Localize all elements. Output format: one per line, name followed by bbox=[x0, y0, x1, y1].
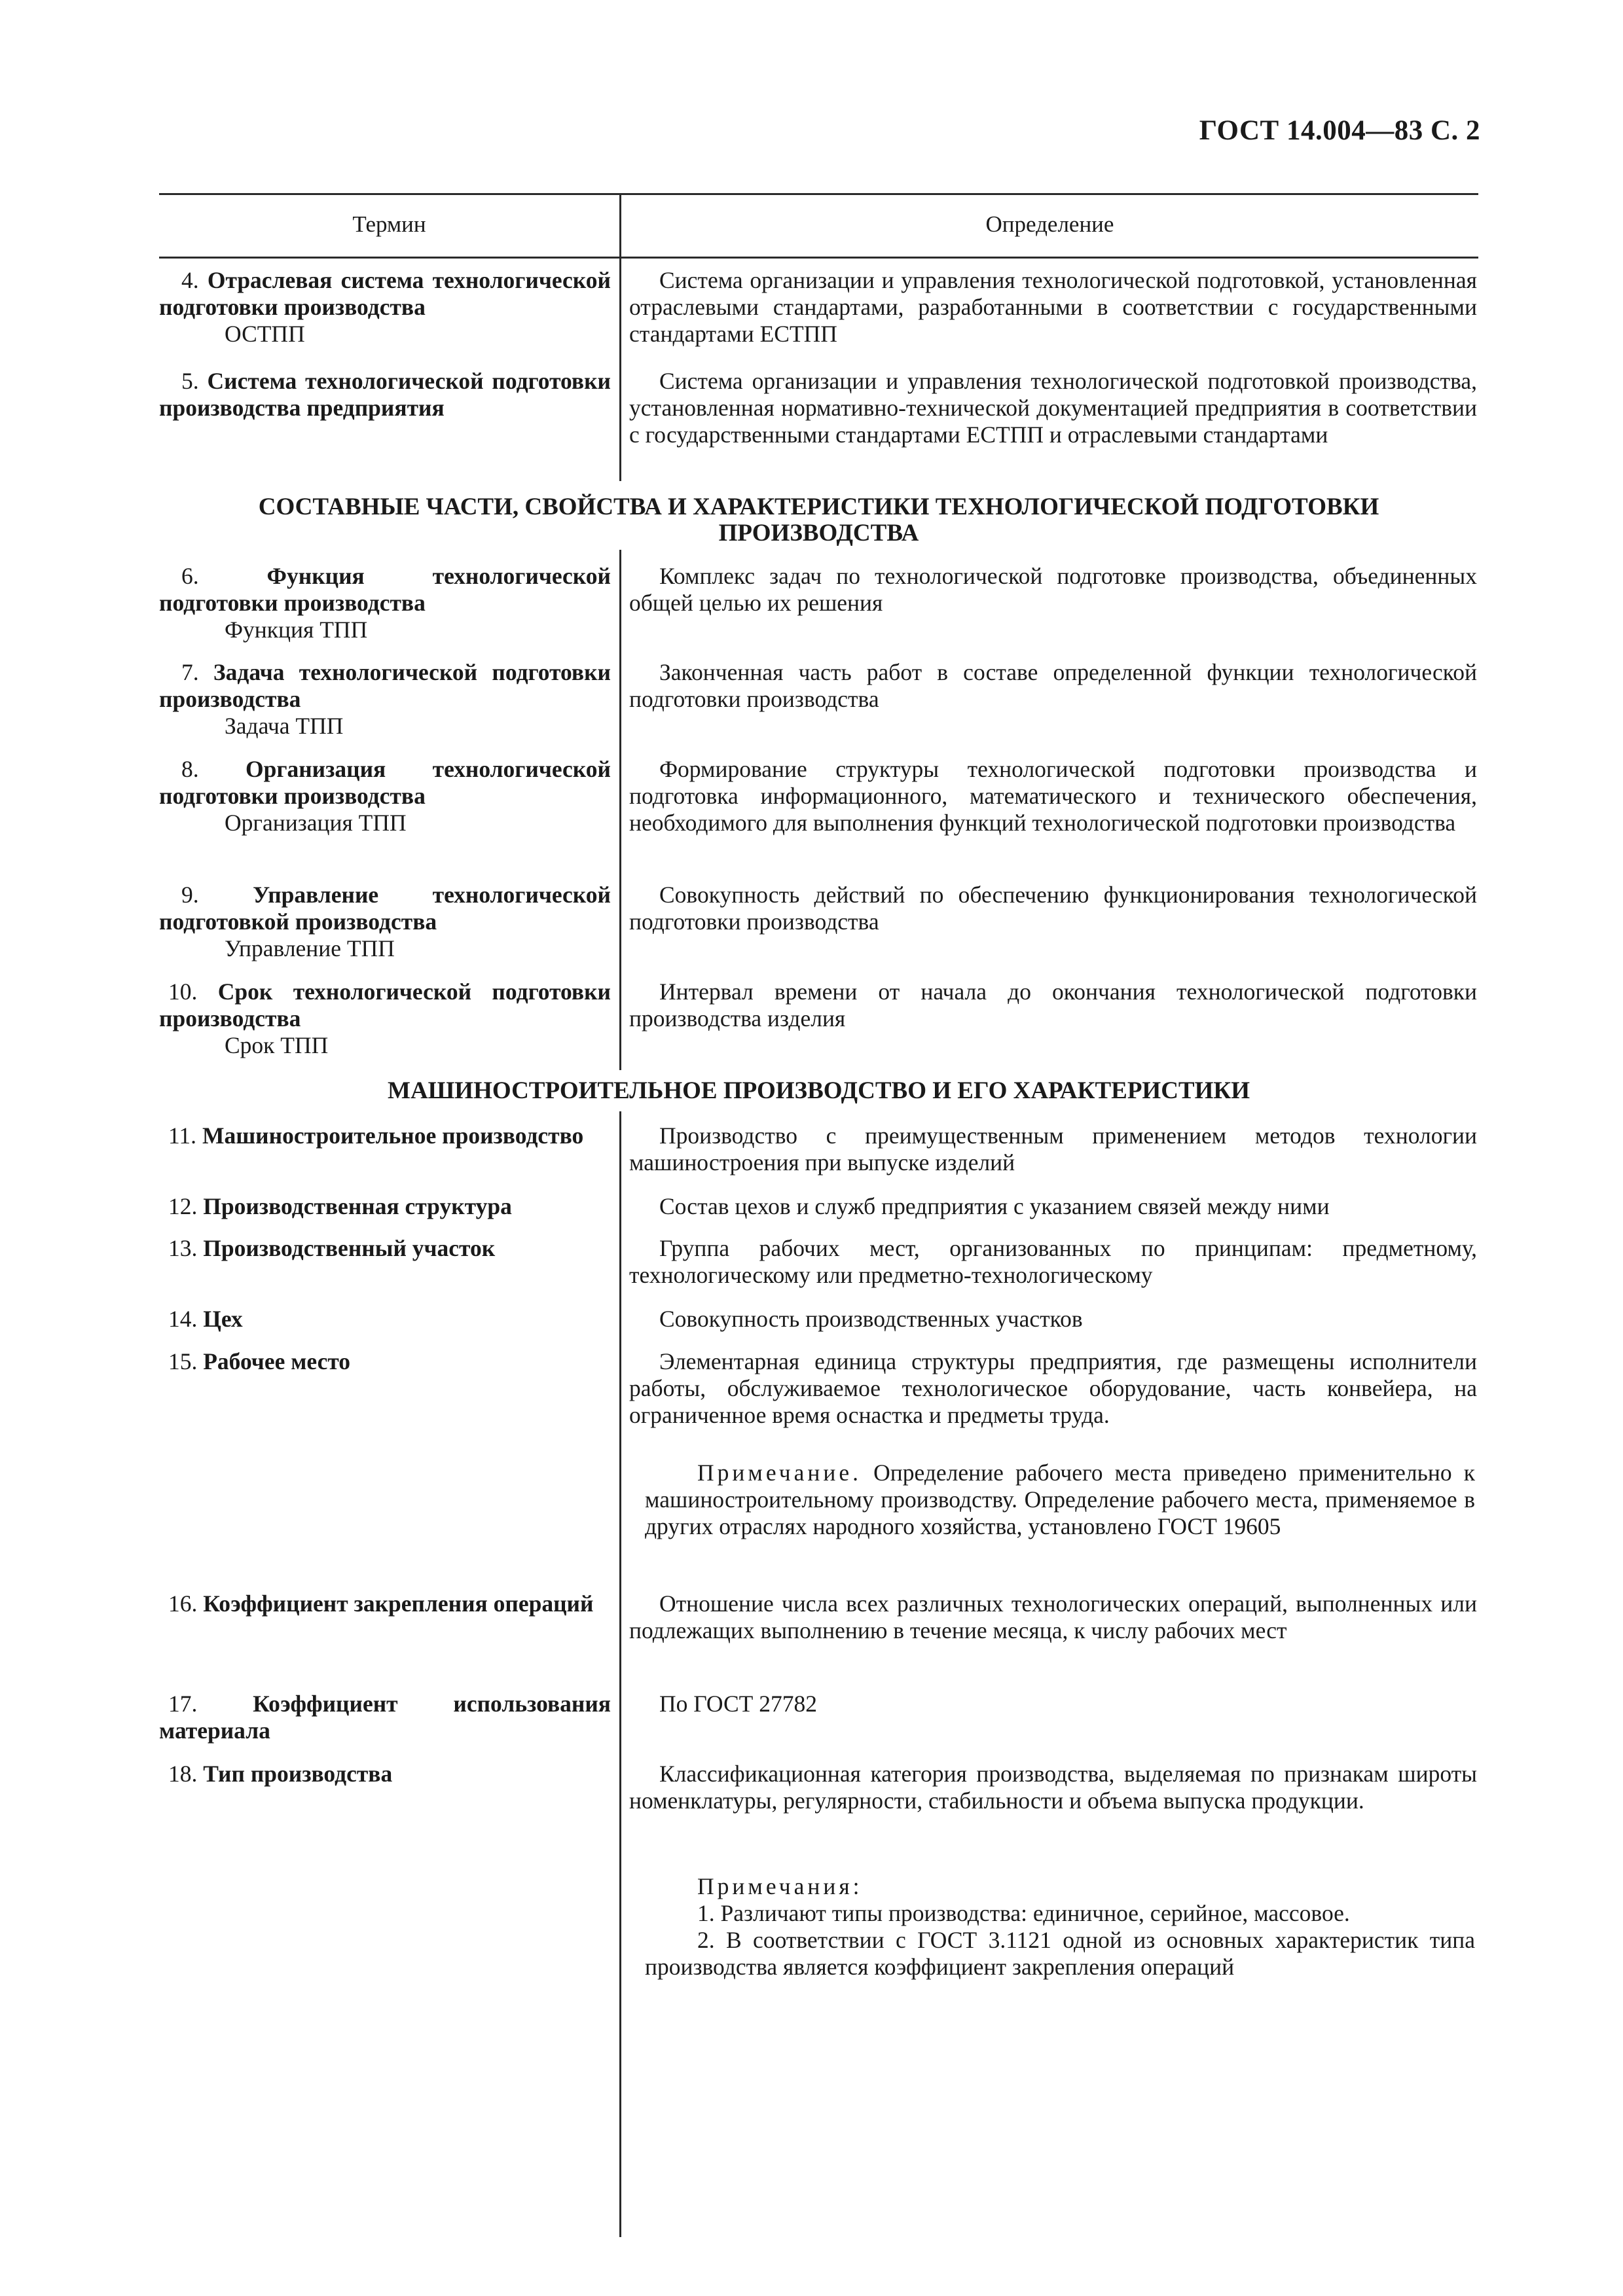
table-head-rule bbox=[159, 257, 1478, 259]
note-label: Примечание. bbox=[697, 1460, 862, 1486]
entry-number: 12. bbox=[168, 1193, 198, 1219]
entry-number: 16. bbox=[168, 1590, 198, 1617]
column-divider bbox=[619, 550, 621, 1070]
term-name: Коэффициент закрепления операций bbox=[203, 1590, 594, 1617]
term-abbreviation: Функция ТПП bbox=[225, 617, 368, 643]
term-cell bbox=[159, 1235, 611, 1262]
term-name: Машиностроительное производство bbox=[202, 1122, 584, 1149]
definition-cell bbox=[629, 1306, 1477, 1333]
definition-text: Формирование структуры технологической подготовки производства и подготовка информационного, математического и технического обеспечения, необходимого для выполнения функций технологической подготовки производства bbox=[629, 756, 1477, 836]
definition-text: Элементарная единица структуры предприятия, где размещены исполнители работы, обслуживаемое технологическое оборудование, часть конвейера, на ограниченное время оснастка и предметы труда. bbox=[629, 1348, 1477, 1428]
term-name: Производственный участок bbox=[203, 1235, 496, 1261]
definition-cell bbox=[629, 1590, 1477, 1644]
term-abbreviation: Управление ТПП bbox=[225, 935, 395, 961]
term-name: Отраслевая система технологической подготовки производства bbox=[159, 267, 611, 320]
entry-number: 14. bbox=[168, 1306, 198, 1332]
definition-text: Совокупность производственных участков bbox=[659, 1306, 1083, 1332]
definition-cell bbox=[629, 882, 1477, 935]
entry-number: 7. bbox=[181, 659, 199, 685]
definition-cell bbox=[629, 978, 1477, 1032]
term-cell bbox=[159, 756, 611, 836]
term-abbreviation: ОСТПП bbox=[225, 321, 305, 347]
definition-cell bbox=[629, 756, 1477, 836]
note-item: 1. Различают типы производства: единичное, серийное, массовое. bbox=[697, 1900, 1350, 1926]
definition-text: Производство с преимущественным применением методов технологии машиностроения при выпуске изделий bbox=[629, 1122, 1477, 1175]
column-divider bbox=[619, 193, 621, 481]
entry-number: 10. bbox=[168, 978, 198, 1005]
definition-cell bbox=[629, 1761, 1477, 1814]
definition-text: Классификационная категория производства, выделяемая по признакам широты номенклатуры, регулярности, стабильности и объема выпуска продукции. bbox=[629, 1761, 1477, 1814]
term-name: Тип производства bbox=[203, 1761, 393, 1787]
note-block bbox=[645, 1460, 1475, 1540]
entry-number: 9. bbox=[181, 882, 199, 908]
definition-text: Законченная часть работ в составе определенной функции технологической подготовки производства bbox=[629, 659, 1477, 712]
term-abbreviation: Срок ТПП bbox=[225, 1032, 329, 1058]
column-divider bbox=[619, 1111, 621, 2237]
term-name: Управление технологической подготовкой производства bbox=[159, 882, 611, 935]
definition-cell bbox=[629, 563, 1477, 617]
section-heading: МАШИНОСТРОИТЕЛЬНОЕ ПРОИЗВОДСТВО И ЕГО ХАРАКТЕРИСТИКИ bbox=[388, 1077, 1250, 1104]
note-item: 2. В соответствии с ГОСТ 3.1121 одной из основных характеристик типа производства является коэффициент закрепления операций bbox=[645, 1927, 1475, 1980]
term-cell bbox=[159, 1348, 611, 1375]
column-header-term: Термин bbox=[352, 211, 426, 237]
definition-text: Состав цехов и служб предприятия с указанием связей между ними bbox=[659, 1193, 1330, 1219]
definition-text: По ГОСТ 27782 bbox=[659, 1691, 817, 1717]
term-cell bbox=[159, 1590, 611, 1617]
term-cell bbox=[159, 267, 611, 348]
term-name: Коэффициент использования материала bbox=[159, 1691, 611, 1744]
entry-number: 15. bbox=[168, 1348, 198, 1374]
term-cell bbox=[159, 368, 611, 422]
table-top-rule bbox=[159, 193, 1478, 195]
term-cell bbox=[159, 1306, 611, 1333]
term-cell bbox=[159, 1761, 611, 1787]
entry-number: 8. bbox=[181, 756, 199, 782]
definition-cell bbox=[629, 659, 1477, 713]
term-cell bbox=[159, 659, 611, 740]
definition-cell bbox=[629, 1122, 1477, 1176]
entry-number: 18. bbox=[168, 1761, 198, 1787]
entry-number: 5. bbox=[181, 368, 199, 394]
term-abbreviation: Организация ТПП bbox=[225, 810, 407, 836]
definition-text: Система организации и управления технологической подготовкой, установленная отраслевыми стандартами, разработанными в соответствии с государственными стандартами ЕСТПП bbox=[629, 267, 1477, 347]
term-name: Цех bbox=[203, 1306, 243, 1332]
term-cell bbox=[159, 1193, 611, 1220]
term-cell bbox=[159, 563, 611, 643]
definition-cell bbox=[629, 1348, 1477, 1429]
term-name: Производственная структура bbox=[203, 1193, 512, 1219]
entry-number: 17. bbox=[168, 1691, 198, 1717]
entry-number: 11. bbox=[168, 1122, 197, 1149]
definition-cell bbox=[629, 1691, 1477, 1717]
definition-text: Группа рабочих мест, организованных по принципам: предметному, технологическому или предметно-технологическому bbox=[629, 1235, 1477, 1288]
term-cell bbox=[159, 1122, 611, 1149]
term-name: Рабочее место bbox=[203, 1348, 351, 1374]
term-name: Функция технологической подготовки производства bbox=[159, 563, 611, 616]
page-header: ГОСТ 14.004—83 С. 2 bbox=[1199, 115, 1480, 146]
definition-cell bbox=[629, 368, 1477, 448]
note-block bbox=[645, 1873, 1475, 1981]
note-label: Примечания: bbox=[697, 1873, 863, 1899]
term-name: Задача технологической подготовки производства bbox=[159, 659, 611, 712]
definition-text: Отношение числа всех различных технологических операций, выполненных или подлежащих выполнению в течение месяца, к числу рабочих мест bbox=[629, 1590, 1477, 1643]
term-abbreviation: Задача ТПП bbox=[225, 713, 344, 739]
definition-text: Система организации и управления технологической подготовкой производства, установленная нормативно-технической документацией предприятия в соответствии с государственными стандартами ЕСТПП и отраслевыми стандартами bbox=[629, 368, 1477, 448]
definition-text: Комплекс задач по технологической подготовке производства, объединенных общей целью их решения bbox=[629, 563, 1477, 616]
term-cell bbox=[159, 978, 611, 1059]
entry-number: 13. bbox=[168, 1235, 198, 1261]
term-name: Организация технологической подготовки производства bbox=[159, 756, 611, 809]
section-heading: СОСТАВНЫЕ ЧАСТИ, СВОЙСТВА И ХАРАКТЕРИСТИКИ ТЕХНОЛОГИЧЕСКОЙ ПОДГОТОВКИ ПРОИЗВОДСТВА bbox=[258, 493, 1379, 547]
definition-cell bbox=[629, 267, 1477, 348]
term-name: Срок технологической подготовки производства bbox=[159, 978, 611, 1031]
term-cell bbox=[159, 1691, 611, 1744]
entry-number: 4. bbox=[181, 267, 199, 293]
column-header-definition: Определение bbox=[985, 211, 1114, 237]
definition-cell bbox=[629, 1193, 1477, 1220]
term-name: Система технологической подготовки производства предприятия bbox=[159, 368, 611, 421]
term-cell bbox=[159, 882, 611, 962]
definition-cell bbox=[629, 1235, 1477, 1289]
note-text: Определение рабочего места приведено применительно к машиностроительному производству. Определение рабочего места, применяемое в других отраслях народного хозяйства, установлено ГОСТ 19605 bbox=[645, 1460, 1475, 1539]
entry-number: 6. bbox=[181, 563, 199, 589]
definition-text: Интервал времени от начала до окончания технологической подготовки производства изделия bbox=[629, 978, 1477, 1031]
definition-text: Совокупность действий по обеспечению функционирования технологической подготовки производства bbox=[629, 882, 1477, 935]
